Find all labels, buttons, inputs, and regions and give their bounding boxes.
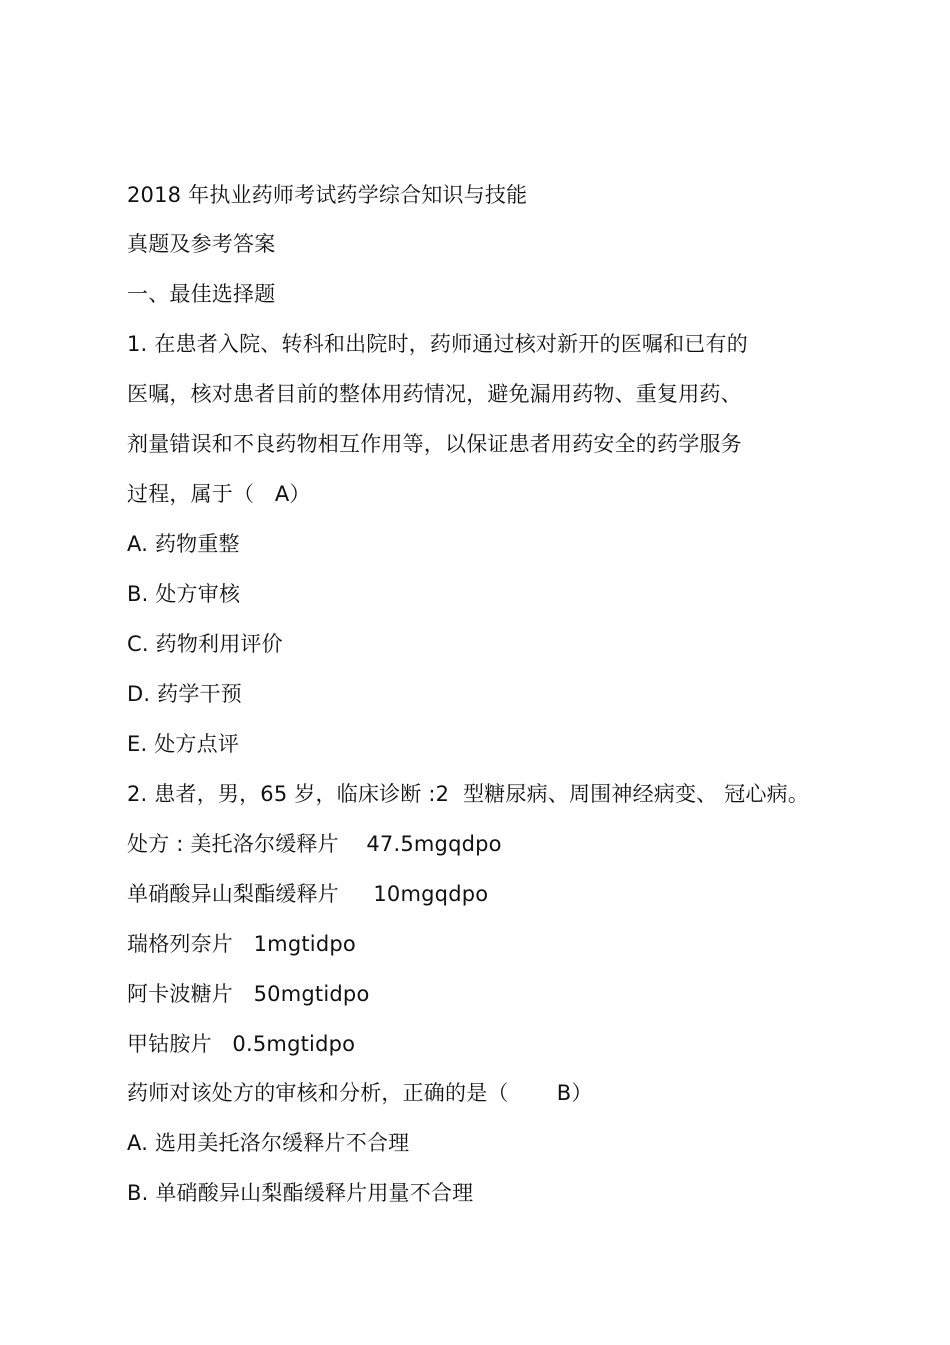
question-2-stem-line-6: 甲钴胺片 0.5mgtidpo: [127, 1032, 356, 1056]
question-2-stem-line-4: 瑞格列奈片 1mgtidpo: [127, 932, 356, 956]
question-1-option-e: E. 处方点评: [127, 732, 240, 756]
document-title-line-2: 真题及参考答案: [127, 232, 276, 256]
question-2-option-a: A. 选用美托洛尔缓释片不合理: [127, 1131, 410, 1155]
question-1-stem-line-2: 医嘱，核对患者目前的整体用药情况，避免漏用药物、重复用药、: [127, 382, 742, 406]
question-2-option-b: B. 单硝酸异山梨酯缓释片用量不合理: [127, 1181, 474, 1205]
question-1-option-a: A. 药物重整: [127, 532, 240, 556]
section-heading: 一、最佳选择题: [127, 282, 276, 306]
question-2-stem-line-3: 单硝酸异山梨酯缓释片 10mgqdpo: [127, 882, 489, 906]
question-1-stem-line-4: 过程，属于（ A）: [127, 482, 311, 506]
question-1-option-c: C. 药物利用评价: [127, 632, 283, 656]
question-2-stem-line-5: 阿卡波糖片 50mgtidpo: [127, 982, 370, 1006]
question-2-stem-line-2: 处方 : 美托洛尔缓释片 47.5mgqdpo: [127, 832, 502, 856]
document-title-line-1: 2018 年执业药师考试药学综合知识与技能: [127, 183, 528, 207]
question-2-stem-line-7: 药师对该处方的审核和分析，正确的是（ B）: [127, 1081, 593, 1105]
question-1-option-d: D. 药学干预: [127, 682, 242, 706]
question-1-option-b: B. 处方审核: [127, 582, 241, 606]
question-2-stem-line-1: 2. 患者，男，65 岁，临床诊断 :2 型糖尿病、周围神经病变、 冠心病。: [127, 782, 810, 806]
question-1-stem-line-1: 1. 在患者入院、转科和出院时，药师通过核对新开的医嘱和已有的: [127, 332, 748, 356]
question-1-stem-line-3: 剂量错误和不良药物相互作用等，以保证患者用药安全的药学服务: [127, 432, 742, 456]
